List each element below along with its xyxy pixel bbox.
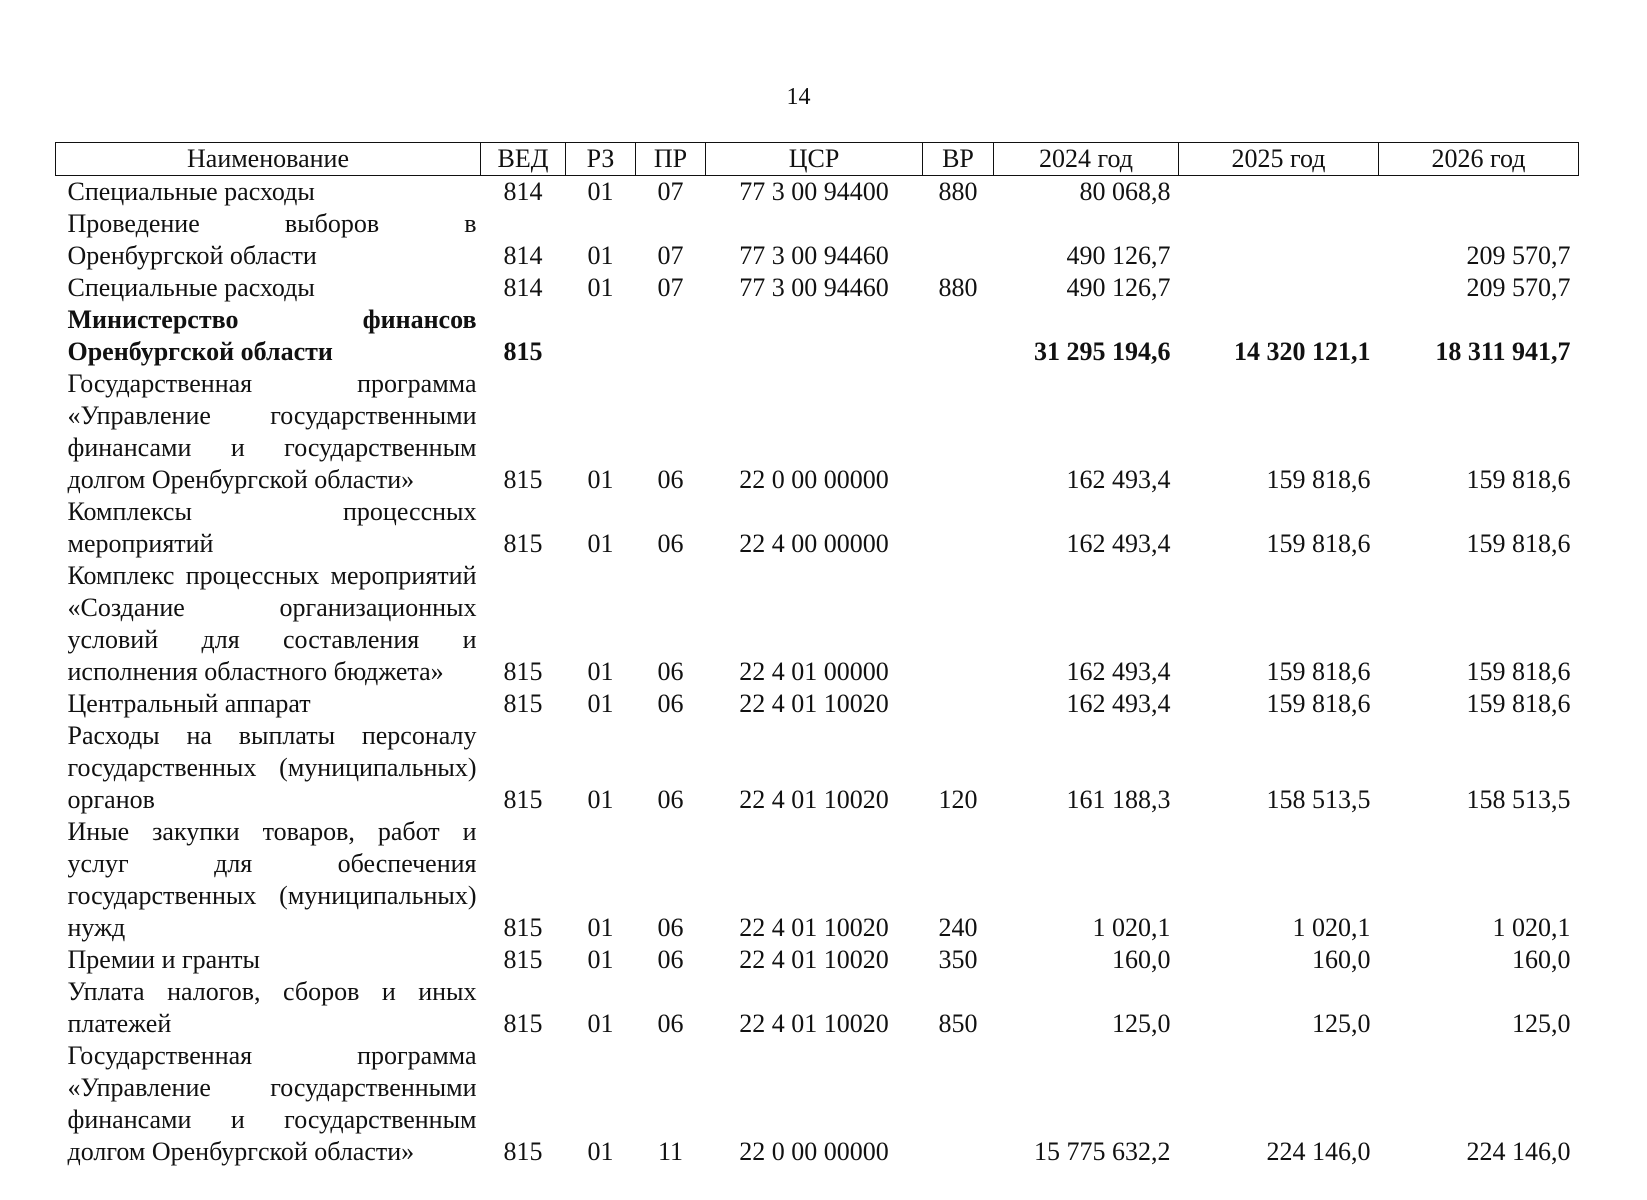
- cell-2026: 224 146,0: [1466, 1137, 1571, 1166]
- cell-2025: 159 818,6: [1266, 689, 1371, 718]
- cell-2025: 158 513,5: [1266, 785, 1371, 814]
- table-row: [56, 720, 1579, 816]
- cell-vr: 240: [938, 913, 978, 942]
- cell-vr: [923, 688, 994, 720]
- table-row: [56, 496, 1579, 560]
- cell-vr: 120: [938, 785, 978, 814]
- cell-csr: 77 3 00 94460: [739, 273, 889, 302]
- cell-ved: 814: [503, 177, 543, 206]
- cell-pr: 07: [657, 177, 684, 206]
- header-vr: ВР: [923, 143, 994, 176]
- cell-2025: 160,0: [1312, 945, 1371, 974]
- cell-2024: 162 493,4: [1066, 657, 1171, 686]
- table-row: [56, 176, 1579, 209]
- cell-rz: 01: [587, 785, 614, 814]
- cell-2024: 162 493,4: [1066, 529, 1171, 558]
- cell-ved: 815: [503, 785, 543, 814]
- cell-pr: 06: [657, 945, 684, 974]
- cell-pr: 06: [657, 785, 684, 814]
- cell-2024: 15 775 632,2: [1034, 1137, 1171, 1166]
- cell-rz: 01: [587, 945, 614, 974]
- table-header-row: [56, 143, 1579, 176]
- cell-csr: 22 4 01 10020: [739, 913, 889, 942]
- cell-2024: 80 068,8: [1079, 177, 1171, 206]
- cell-2026: 159 818,6: [1466, 657, 1571, 686]
- cell-2024: 490 126,7: [1066, 273, 1171, 302]
- cell-2025: 159 818,6: [1266, 529, 1371, 558]
- cell-2024: 161 188,3: [1066, 785, 1171, 814]
- cell-pr: 06: [657, 465, 684, 494]
- cell-rz: 01: [587, 465, 614, 494]
- cell-2026: 158 513,5: [1466, 785, 1571, 814]
- cell-2024: 1 020,1: [1092, 913, 1171, 942]
- cell-ved: 815: [503, 689, 543, 718]
- cell-pr: 07: [657, 273, 684, 302]
- cell-rz: 01: [587, 689, 614, 718]
- cell-csr: 22 4 01 00000: [739, 657, 889, 686]
- cell-ved: 815: [503, 529, 543, 558]
- header-name: Наименование: [56, 143, 481, 176]
- cell-rz: 01: [587, 273, 614, 302]
- page-number: 14: [786, 84, 811, 110]
- cell-ved: 815: [503, 945, 543, 974]
- cell-vr: [923, 560, 994, 688]
- cell-csr: 22 4 01 10020: [739, 689, 889, 718]
- cell-vr: [923, 1040, 994, 1168]
- cell-2025: 159 818,6: [1266, 657, 1371, 686]
- cell-2024: 490 126,7: [1066, 241, 1171, 270]
- cell-2025: 159 818,6: [1266, 465, 1371, 494]
- cell-rz: 01: [587, 1009, 614, 1038]
- cell-pr: 06: [657, 1009, 684, 1038]
- cell-pr: 06: [657, 529, 684, 558]
- cell-2025: [1179, 208, 1379, 272]
- cell-2026: 125,0: [1512, 1009, 1571, 1038]
- cell-name: Центральный аппарат: [67, 689, 311, 718]
- cell-name: Расходы на выплаты персоналу государственных (муниципальных) органов: [67, 721, 477, 814]
- cell-2026: 18 311 941,7: [1435, 337, 1571, 366]
- cell-vr: 880: [938, 273, 978, 302]
- cell-2024: 162 493,4: [1066, 465, 1171, 494]
- cell-name: Комплексы процессных мероприятий: [67, 497, 477, 558]
- cell-pr: 06: [657, 689, 684, 718]
- cell-ved: 815: [503, 913, 543, 942]
- cell-vr: 850: [938, 1009, 978, 1038]
- cell-2025: [1179, 272, 1379, 304]
- header-rz: РЗ: [566, 143, 636, 176]
- table-row: [56, 816, 1579, 944]
- cell-2024: 162 493,4: [1066, 689, 1171, 718]
- cell-csr: 22 4 00 00000: [739, 529, 889, 558]
- cell-rz: 01: [587, 241, 614, 270]
- cell-vr: [923, 368, 994, 496]
- cell-csr: 22 0 00 00000: [739, 1137, 889, 1166]
- cell-pr: 11: [657, 1137, 684, 1166]
- cell-rz: 01: [587, 529, 614, 558]
- cell-csr: 22 4 01 10020: [739, 785, 889, 814]
- cell-name: Специальные расходы: [67, 177, 315, 206]
- cell-2025: 224 146,0: [1266, 1137, 1371, 1166]
- cell-ved: 815: [503, 1137, 543, 1166]
- cell-2026: 159 818,6: [1466, 529, 1571, 558]
- header-ved: ВЕД: [481, 143, 566, 176]
- cell-csr: 22 4 01 10020: [739, 945, 889, 974]
- cell-csr: 77 3 00 94460: [739, 241, 889, 270]
- cell-rz: 01: [587, 657, 614, 686]
- cell-name: Государственная программа «Управление государственными финансами и государственным долгом Оренбургской области»: [67, 369, 477, 494]
- table-row: [56, 688, 1579, 720]
- cell-2026: 1 020,1: [1492, 913, 1571, 942]
- cell-ved: 815: [503, 337, 543, 366]
- cell-name: Иные закупки товаров, работ и услуг для обеспечения государственных (муниципальных) нужд: [67, 817, 477, 942]
- cell-2026: [1379, 176, 1579, 209]
- cell-name: Министерство финансов Оренбургской области: [67, 305, 477, 366]
- cell-ved: 815: [503, 657, 543, 686]
- cell-vr: [923, 208, 994, 272]
- cell-name: Премии и гранты: [67, 945, 260, 974]
- cell-2026: 209 570,7: [1466, 273, 1571, 302]
- cell-vr: 880: [938, 177, 978, 206]
- cell-csr: 22 0 00 00000: [739, 465, 889, 494]
- cell-2025: 1 020,1: [1292, 913, 1371, 942]
- cell-2026: 209 570,7: [1466, 241, 1571, 270]
- cell-2026: 159 818,6: [1466, 689, 1571, 718]
- cell-2025: 14 320 121,1: [1234, 337, 1371, 366]
- cell-vr: [923, 496, 994, 560]
- cell-csr: 22 4 01 10020: [739, 1009, 889, 1038]
- cell-pr: [636, 304, 706, 368]
- cell-vr: [923, 304, 994, 368]
- cell-2025: [1179, 176, 1379, 209]
- cell-2025: 125,0: [1312, 1009, 1371, 1038]
- cell-2024: 125,0: [1112, 1009, 1171, 1038]
- header-csr: ЦСР: [706, 143, 923, 176]
- cell-2024: 31 295 194,6: [1034, 337, 1171, 366]
- table-row: [56, 976, 1579, 1040]
- cell-2026: 159 818,6: [1466, 465, 1571, 494]
- header-pr: ПР: [636, 143, 706, 176]
- table-row: [56, 1040, 1579, 1168]
- cell-name: Государственная программа «Управление государственными финансами и государственным долгом Оренбургской области»: [67, 1041, 477, 1166]
- cell-pr: 07: [657, 241, 684, 270]
- cell-name: Проведение выборов в Оренбургской области: [67, 209, 477, 270]
- cell-2026: 160,0: [1512, 945, 1571, 974]
- cell-pr: 06: [657, 913, 684, 942]
- budget-table: [55, 142, 1579, 1168]
- cell-ved: 815: [503, 1009, 543, 1038]
- table-body: [56, 176, 1579, 1169]
- cell-ved: 815: [503, 465, 543, 494]
- cell-csr: 77 3 00 94400: [739, 177, 889, 206]
- cell-pr: 06: [657, 657, 684, 686]
- cell-rz: 01: [587, 177, 614, 206]
- cell-name: Уплата налогов, сборов и иных платежей: [67, 977, 477, 1038]
- table-row: [56, 368, 1579, 496]
- cell-rz: 01: [587, 1137, 614, 1166]
- cell-rz: 01: [587, 913, 614, 942]
- cell-name: Специальные расходы: [67, 273, 315, 302]
- header-2026: 2026 год: [1379, 143, 1579, 176]
- cell-2024: 160,0: [1112, 945, 1171, 974]
- cell-name: Комплекс процессных мероприятий «Создание организационных условий для составления и исполнения областного бюджета»: [67, 561, 477, 686]
- header-2024: 2024 год: [994, 143, 1179, 176]
- table-row: [56, 272, 1579, 304]
- cell-vr: 350: [938, 945, 978, 974]
- cell-ved: 814: [503, 241, 543, 270]
- header-2025: 2025 год: [1179, 143, 1379, 176]
- table-row: [56, 944, 1579, 976]
- table-row: [56, 560, 1579, 688]
- table-row: [56, 304, 1579, 368]
- cell-ved: 814: [503, 273, 543, 302]
- table-row: [56, 208, 1579, 272]
- cell-rz: [566, 304, 636, 368]
- cell-csr: [706, 304, 923, 368]
